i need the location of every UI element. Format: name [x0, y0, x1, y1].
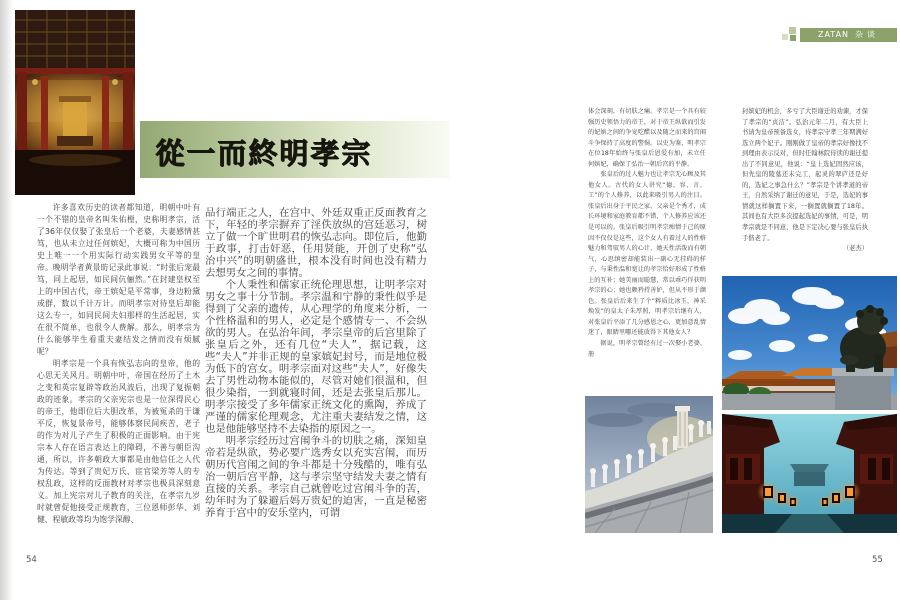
section-tag	[800, 28, 897, 42]
photo-sky-lion	[722, 276, 897, 410]
page-number-left: 54	[26, 555, 37, 565]
photo-marble-balustrade	[585, 396, 713, 533]
text-column-3	[588, 107, 706, 360]
paragraph: 据说，明孝宗曾经有过一次娶小老婆、册	[588, 340, 706, 358]
section-tag-en: ZATAN	[817, 30, 850, 39]
paragraph: 品行端正之人，在宫中、外廷双重正反面教育之下，年轻的孝宗摒弃了淫佚放纵的宫廷恶习，树立了做一个旷世明君的恢弘志向。即位后，他勤于政事，打击奸恶，任用贤能，开创了史称“弘治中兴”的明朝盛世，根本没有时间也没有精力去想男女之间的事情。	[205, 207, 427, 279]
text-column-2	[205, 207, 427, 519]
page-number-right: 55	[872, 555, 883, 565]
tag-square-icon	[789, 27, 796, 34]
text-column-1	[37, 202, 200, 526]
paragraph: 个人秉性和儒家正统伦理思想，让明孝宗对男女之事十分节制。孝宗温和宁静的秉性似乎是得到了父亲的遗传，从心理学的角度来分析，一个性格温和的男人，必定是个感情专一、不会纵欲的男人。在弘治年间，孝宗皇帝的后宫里除了张皇后之外，还有几位“夫人”，据记载，这些“夫人”并非正规的皇家嫔妃封号，而是地位极为低下的宫女。明孝宗面对这些“夫人”，好像失去了男性动物本能似的，尽管对她们很温和，但很少染指，一到就寝时间，还是去张皇后那儿。明孝宗接受了多年儒家正统文化的熏陶，养成了严谨的儒家伦理观念，尤注重夫妻结发之情，这也是他能够坚持不去染指的原因之一。	[205, 279, 427, 435]
author-byline: （老杰）	[842, 245, 868, 253]
photo-throne-room	[15, 10, 135, 195]
distant-gate	[790, 464, 829, 486]
paragraph: 许多喜欢历史的读者都知道，明朝中叶有一个不错的皇帝名叫朱佑樘，史称明孝宗，活了36年仅仅娶了张皇后一个老婆，夫妻感情甚笃，也从未立过任何嫔妃，大概可称为中国历史上唯一一个用实际行动实践男女平等的皇帝。晚明学者黄景昉记录此事说：“时张后宠最笃，同上起居，如民间伉俪然。”在封建皇权至上的中国古代，帝王嫔妃是平常事，身边粉黛成群，数以千计万计。而明孝宗对待皇后却能这么专一，如同民间夫妇那样的生活起居，实在很不简单，也很令人费解。那么，明孝宗为什么能够毕生看重夫妻结发之情而没有烦腻呢？	[37, 203, 200, 356]
tag-square-icon	[790, 35, 796, 41]
paragraph: 体会深刻，有切肤之痛。孝宗是一个具有较强历史领悟力的帝王，对于帝王纵欲而引发的妃嫔之间的争宠吃醋以及随之而来的宫闱斗争保持了高度的警惕。以史为鉴，明孝宗在位18年始终与张皇后恩爱有加，未立任何嫔妃，确保了弘治一朝后宫的平静。	[588, 108, 706, 168]
photo-red-corridor	[722, 414, 897, 533]
text-column-4	[742, 107, 868, 255]
paragraph: 明孝宗经历过宫闱争斗的切肤之痛，深知皇帝若是纵欲，势必要广选秀女以充实宫闱，而历朝历代宫闱之间的争斗都是十分残酷的，唯有弘治一朝后宫平静，这与孝宗坚守结发夫妻之情有直接的关系。孝宗自己就曾吃过宫闱斗争的苦，幼年时为了躲避后妈万贵妃的迫害，一直是秘密养育于宫中的安乐堂内，可谓	[205, 435, 427, 519]
tag-square-icon	[782, 34, 788, 40]
article-title-banner	[140, 121, 450, 178]
page-edge-shadow	[0, 0, 13, 600]
article-title: 從一而終明孝宗	[155, 136, 373, 170]
section-tag-cn: 杂谈	[855, 30, 880, 39]
paragraph: 封嫔妃的机会，多亏了大臣谢迁的劝谏，才保了孝宗的“贞洁”。弘治元年二月，有大臣上书请为皇帝预备选女，待孝宗守孝三年期满好选立两个妃子。刚刚做了皇帝的孝宗好像找不到理由表示反对，但时任翰林院侍读的谢迁提出了不同意见，他说：“皇上选妃固然应该，但先皇的陵墓还未完工，起灵的翠庐还是好的，选妃之事急什么？”孝宗是个讲孝道的帝王，自然采纳了谢迁的意见，于是，选妃的事情就这样搁置下来，一搁置就搁置了18年。其间也有大臣多次提起选妃的事情，可是，明孝宗就是不同意，他是下定决心要与张皇后执手偕老了。	[742, 108, 868, 242]
carved-pillar	[675, 406, 690, 448]
paragraph: 张皇后的过人魅力也让孝宗无心顾及其他女人。古代的女人讲究“德、容、言、工”的个人修养，以此来吸引男人的注目。张皇后出身于平民之家，父亲是个秀才，成长环境和家庭教育都不错，个人修养应该还是可以的。张皇后吸引明孝宗痴情于己的原因不仅仅是这些，这个女人有着过人的性格魅力和驾驭男人的心计，她天性活泼而有朝气，心思缜密却能装出一副心无挂碍的样子，与秉性温和宽让的孝宗恰好形成了性格上的互补；她美丽而聪慧，常以乖巧俘获明孝宗的心；她也颇矜持善妒，但从不形于颜色。张皇后后来生了个“粹质比冰玉，神采焕发”的皇太子朱厚照，明孝宗后继有人，对张皇后平添了几分感恩之心，更加意乱情迷了，眼睛里哪还能放得下其他女人？	[588, 171, 706, 337]
paragraph: 明孝宗是一个具有恢弘志向的皇帝，他的心思无关风月。明朝中叶，帝国在经历了土木之变和英宗复辟等政治风波后，出现了复振朝政的迹象。孝宗的父亲宪宗也是一位深得民心的帝王，他即位后大胆改革，为被冤杀的于谦平反，恢复景帝号，能够体察民间疾苦，老子的作为对儿子产生了积极的正面影响。由于宪宗本人存在语言表达上的障碍，不善与朝臣沟通，所以，许多朝政大事都是由他信任之人代为传达。等到了贵妃万氏、宦官梁芳等人的专权乱政，这样的反面教材对孝宗也极具深刻意义。加上宪宗对儿子教育的关注，在孝宗九岁时就曾促他接受正规教育，三位恩师彭华、刘健、程敏政等均为饱学深醇、	[37, 359, 200, 524]
